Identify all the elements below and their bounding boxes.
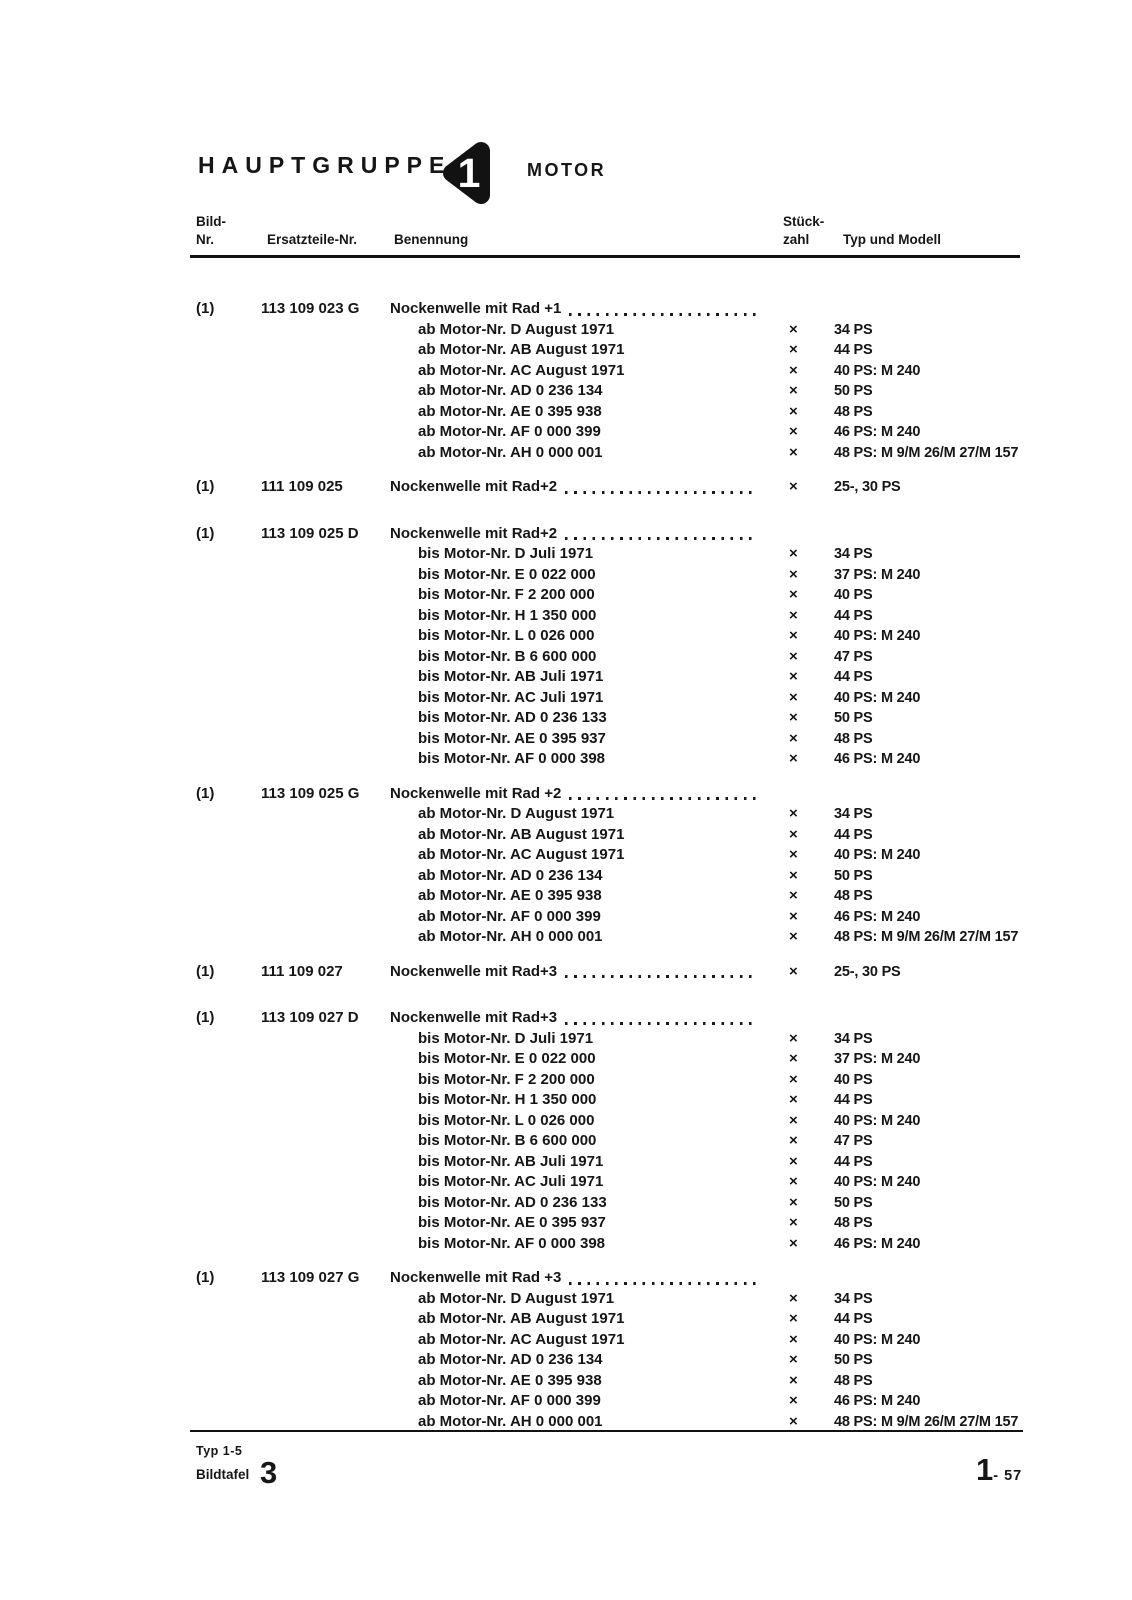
entry-sub-row xyxy=(190,845,1030,866)
bild-nr-cell: (1) xyxy=(196,1009,215,1026)
typ-modell-cell: 50 PS xyxy=(834,383,873,399)
motor-nr-text: ab Motor-Nr. AC August 1971 xyxy=(418,361,625,379)
typ-modell-cell: 25-, 30 PS xyxy=(834,963,901,980)
part-name-text: Nockenwelle mit Rad+2 xyxy=(390,524,558,542)
entry-sub-row xyxy=(190,825,1030,846)
typ-modell-cell: 50 PS xyxy=(834,1194,873,1211)
dotted-leader xyxy=(565,537,756,540)
typ-modell-cell: 48 PS xyxy=(834,730,873,747)
motor-nr-text: bis Motor-Nr. L 0 026 000 xyxy=(418,627,595,644)
stueckzahl-cell: × xyxy=(789,545,798,562)
typ-modell-cell: 44 PS xyxy=(834,1311,873,1327)
benennung-cell xyxy=(390,804,760,825)
motor-nr-text: bis Motor-Nr. AB Juli 1971 xyxy=(418,668,604,685)
entry-sub-row xyxy=(190,606,1030,627)
benennung-cell xyxy=(390,927,760,948)
typ-modell-cell: 34 PS xyxy=(834,321,873,338)
group-number-badge-icon xyxy=(438,136,494,210)
stueckzahl-cell: × xyxy=(789,382,798,399)
benennung-cell xyxy=(390,1029,760,1050)
motor-nr-text: bis Motor-Nr. AC Juli 1971 xyxy=(418,688,604,706)
part-name-text: Nockenwelle mit Rad+2 xyxy=(390,478,558,495)
motor-nr-text: bis Motor-Nr. H 1 350 000 xyxy=(418,606,597,624)
typ-modell-cell: 48 PS xyxy=(834,403,873,420)
stueckzahl-cell: × xyxy=(789,805,798,822)
entry-title-row xyxy=(190,524,1030,545)
column-header-typ-modell: Typ und Modell xyxy=(843,232,941,247)
typ-modell-cell: 40 PS xyxy=(834,1071,873,1088)
motor-nr-text: ab Motor-Nr. AE 0 395 938 xyxy=(418,1371,602,1389)
entry-sub-row xyxy=(190,1371,1030,1392)
motor-nr-text: bis Motor-Nr. AE 0 395 937 xyxy=(418,729,606,747)
stueckzahl-cell: × xyxy=(789,320,798,338)
benennung-cell xyxy=(390,647,760,668)
motor-nr-text: bis Motor-Nr. F 2 200 000 xyxy=(418,586,595,603)
benennung-cell xyxy=(390,544,760,565)
entry-block xyxy=(190,1268,1030,1432)
bild-nr-cell: (1) xyxy=(196,300,215,317)
typ-modell-cell: 44 PS xyxy=(834,826,873,843)
benennung-cell xyxy=(390,320,760,341)
entry-sub-row xyxy=(190,1193,1030,1214)
stueckzahl-cell: × xyxy=(789,1091,798,1108)
benennung-cell xyxy=(390,907,760,928)
stueckzahl-cell: × xyxy=(789,1214,798,1231)
motor-nr-text: ab Motor-Nr. AH 0 000 001 xyxy=(418,443,603,461)
typ-modell-cell: 40 PS: M 240 xyxy=(834,1174,921,1190)
stueckzahl-cell: × xyxy=(789,668,798,685)
motor-nr-text: bis Motor-Nr. L 0 026 000 xyxy=(418,1111,595,1129)
motor-nr-text: bis Motor-Nr. AF 0 000 398 xyxy=(418,1234,606,1252)
benennung-cell xyxy=(390,477,760,498)
typ-modell-cell: 34 PS xyxy=(834,1290,873,1307)
footer-plate-label: Bildtafel xyxy=(196,1467,250,1482)
typ-modell-cell: 34 PS xyxy=(834,1030,873,1047)
part-name-text: Nockenwelle mit Rad +2 xyxy=(390,784,562,802)
footer-page-group: 1 xyxy=(976,1452,994,1487)
typ-modell-cell: 40 PS: M 240 xyxy=(834,1331,921,1348)
entry-sub-row xyxy=(190,1350,1030,1371)
entry-sub-row xyxy=(190,886,1030,907)
stueckzahl-cell: × xyxy=(789,423,798,440)
motor-nr-text: ab Motor-Nr. AH 0 000 001 xyxy=(418,928,603,945)
stueckzahl-cell: × xyxy=(789,962,798,980)
bild-nr-cell: (1) xyxy=(196,784,215,802)
entry-sub-row xyxy=(190,1234,1030,1255)
entry-sub-row xyxy=(190,381,1030,402)
entry-sub-row xyxy=(190,361,1030,382)
stueckzahl-cell: × xyxy=(789,341,798,358)
benennung-cell xyxy=(390,443,760,464)
benennung-cell xyxy=(390,1213,760,1234)
entry-sub-row xyxy=(190,1172,1030,1193)
motor-nr-text: bis Motor-Nr. AD 0 236 133 xyxy=(418,709,607,726)
entry-title-row xyxy=(190,962,1030,983)
column-header-benennung: Benennung xyxy=(394,232,469,247)
entry-sub-row xyxy=(190,907,1030,928)
stueckzahl-cell: × xyxy=(789,586,798,603)
benennung-cell xyxy=(390,1412,760,1433)
entry-sub-row xyxy=(190,804,1030,825)
typ-modell-cell: 44 PS xyxy=(834,1092,873,1108)
benennung-cell xyxy=(390,1131,760,1152)
entry-block xyxy=(190,1008,1030,1254)
stueckzahl-cell: × xyxy=(789,1371,798,1389)
part-name-text: Nockenwelle mit Rad+3 xyxy=(390,962,558,980)
stueckzahl-cell: × xyxy=(789,1412,798,1430)
benennung-cell xyxy=(390,626,760,647)
entry-sub-row xyxy=(190,1049,1030,1070)
column-header-stueckzahl-line2: zahl xyxy=(783,232,810,247)
entry-sub-row xyxy=(190,565,1030,586)
stueckzahl-cell: × xyxy=(789,627,798,644)
part-number-cell: 113 109 027 D xyxy=(261,1009,359,1026)
benennung-cell xyxy=(390,886,760,907)
group-title: MOTOR xyxy=(527,160,607,180)
entry-sub-row xyxy=(190,866,1030,887)
motor-nr-text: ab Motor-Nr. AB August 1971 xyxy=(418,825,625,843)
column-header-part-number: Ersatzteile-Nr. xyxy=(267,232,358,247)
typ-modell-cell: 50 PS xyxy=(834,1352,873,1368)
motor-nr-text: ab Motor-Nr. D August 1971 xyxy=(418,320,615,338)
column-header-bild-line2: Nr. xyxy=(196,232,215,247)
motor-nr-text: bis Motor-Nr. AF 0 000 398 xyxy=(418,750,606,767)
column-header-stueckzahl-line1: Stück- xyxy=(783,214,825,229)
benennung-cell xyxy=(390,749,760,770)
typ-modell-cell: 48 PS: M 9/M 26/M 27/M 157 xyxy=(834,1413,1019,1430)
part-number-cell: 113 109 027 G xyxy=(261,1269,360,1286)
entry-title-row xyxy=(190,784,1030,805)
page-title: HAUPTGRUPPE xyxy=(198,152,452,178)
entry-sub-row xyxy=(190,340,1030,361)
benennung-cell xyxy=(390,1049,760,1070)
typ-modell-cell: 40 PS: M 240 xyxy=(834,628,921,644)
typ-modell-cell: 40 PS: M 240 xyxy=(834,689,921,706)
entry-sub-row xyxy=(190,585,1030,606)
benennung-cell xyxy=(390,825,760,846)
stueckzahl-cell: × xyxy=(789,887,798,904)
entry-sub-row xyxy=(190,1029,1030,1050)
entry-title-row xyxy=(190,1008,1030,1029)
benennung-cell xyxy=(390,361,760,382)
typ-modell-cell: 44 PS xyxy=(834,342,873,358)
entry-sub-row xyxy=(190,647,1030,668)
entry-title-row xyxy=(190,1268,1030,1289)
motor-nr-text: bis Motor-Nr. D Juli 1971 xyxy=(418,1029,594,1047)
benennung-cell xyxy=(390,1111,760,1132)
benennung-cell xyxy=(390,1193,760,1214)
stueckzahl-cell: × xyxy=(789,750,798,767)
motor-nr-text: bis Motor-Nr. F 2 200 000 xyxy=(418,1070,595,1088)
entry-sub-row xyxy=(190,749,1030,770)
bild-nr-cell: (1) xyxy=(196,478,215,495)
entry-block xyxy=(190,299,1030,463)
typ-modell-cell: 44 PS xyxy=(834,669,873,685)
benennung-cell xyxy=(390,729,760,750)
entry-title-row xyxy=(190,299,1030,320)
benennung-cell xyxy=(390,708,760,729)
motor-nr-text: ab Motor-Nr. AF 0 000 399 xyxy=(418,423,601,440)
motor-nr-text: ab Motor-Nr. AF 0 000 399 xyxy=(418,907,601,925)
entry-sub-row xyxy=(190,1412,1030,1433)
footer-page-number xyxy=(976,1452,1022,1488)
motor-nr-text: ab Motor-Nr. AB August 1971 xyxy=(418,341,625,358)
benennung-cell xyxy=(390,565,760,586)
part-number-cell: 111 109 025 xyxy=(261,478,343,495)
stueckzahl-cell: × xyxy=(789,928,798,945)
benennung-cell xyxy=(390,866,760,887)
parts-table xyxy=(190,299,1030,1446)
benennung-cell xyxy=(390,402,760,423)
motor-nr-text: bis Motor-Nr. D Juli 1971 xyxy=(418,545,594,562)
benennung-cell xyxy=(390,1008,760,1029)
entry-block xyxy=(190,784,1030,948)
benennung-cell xyxy=(390,1391,760,1412)
entry-sub-row xyxy=(190,1289,1030,1310)
entry-sub-row xyxy=(190,1131,1030,1152)
entry-sub-row xyxy=(190,626,1030,647)
entry-sub-row xyxy=(190,927,1030,948)
part-number-cell: 113 109 025 D xyxy=(261,524,359,542)
stueckzahl-cell: × xyxy=(789,1289,798,1307)
stueckzahl-cell: × xyxy=(789,729,798,747)
benennung-cell xyxy=(390,845,760,866)
column-header-bild-line1: Bild- xyxy=(196,214,226,229)
stueckzahl-cell: × xyxy=(789,1351,798,1368)
dotted-leader xyxy=(569,1282,756,1285)
benennung-cell xyxy=(390,340,760,361)
dotted-leader xyxy=(565,1022,756,1025)
stueckzahl-cell: × xyxy=(789,1310,798,1327)
motor-nr-text: ab Motor-Nr. AE 0 395 938 xyxy=(418,402,602,420)
typ-modell-cell: 44 PS xyxy=(834,607,873,624)
benennung-cell xyxy=(390,422,760,443)
header-rule xyxy=(190,255,1020,258)
stueckzahl-cell: × xyxy=(789,478,798,495)
footer-page-suffix: - 57 xyxy=(993,1468,1023,1484)
dotted-leader xyxy=(565,975,756,978)
benennung-cell xyxy=(390,784,760,805)
stueckzahl-cell: × xyxy=(789,1111,798,1129)
entry-block xyxy=(190,962,1030,983)
motor-nr-text: bis Motor-Nr. AB Juli 1971 xyxy=(418,1152,604,1170)
entry-sub-row xyxy=(190,422,1030,443)
typ-modell-cell: 48 PS xyxy=(834,1372,873,1389)
part-number-cell: 111 109 027 xyxy=(261,962,343,980)
typ-modell-cell: 25-, 30 PS xyxy=(834,479,901,495)
benennung-cell xyxy=(390,1309,760,1330)
typ-modell-cell: 40 PS: M 240 xyxy=(834,362,921,379)
motor-nr-text: ab Motor-Nr. AE 0 395 938 xyxy=(418,887,602,904)
benennung-cell xyxy=(390,524,760,545)
benennung-cell xyxy=(390,667,760,688)
benennung-cell xyxy=(390,962,760,983)
stueckzahl-cell: × xyxy=(789,402,798,420)
bild-nr-cell: (1) xyxy=(196,524,215,542)
stueckzahl-cell: × xyxy=(789,846,798,863)
stueckzahl-cell: × xyxy=(789,709,798,726)
entry-sub-row xyxy=(190,688,1030,709)
stueckzahl-cell: × xyxy=(789,1132,798,1149)
entry-sub-row xyxy=(190,729,1030,750)
typ-modell-cell: 34 PS xyxy=(834,546,873,562)
entry-sub-row xyxy=(190,1090,1030,1111)
motor-nr-text: ab Motor-Nr. AF 0 000 399 xyxy=(418,1392,601,1409)
motor-nr-text: bis Motor-Nr. B 6 600 000 xyxy=(418,647,597,665)
motor-nr-text: ab Motor-Nr. AD 0 236 134 xyxy=(418,1351,603,1368)
motor-nr-text: ab Motor-Nr. AC August 1971 xyxy=(418,846,625,863)
typ-modell-cell: 46 PS: M 240 xyxy=(834,908,921,925)
stueckzahl-cell: × xyxy=(789,907,798,925)
motor-nr-text: ab Motor-Nr. AC August 1971 xyxy=(418,1330,625,1348)
stueckzahl-cell: × xyxy=(789,565,798,583)
dotted-leader xyxy=(569,797,756,800)
stueckzahl-cell: × xyxy=(789,1173,798,1190)
entry-sub-row xyxy=(190,1309,1030,1330)
stueckzahl-cell: × xyxy=(789,1330,798,1348)
stueckzahl-cell: × xyxy=(789,1050,798,1067)
typ-modell-cell: 46 PS: M 240 xyxy=(834,751,921,767)
benennung-cell xyxy=(390,1289,760,1310)
typ-modell-cell: 47 PS xyxy=(834,648,873,665)
stueckzahl-cell: × xyxy=(789,1193,798,1211)
entry-sub-row xyxy=(190,320,1030,341)
benennung-cell xyxy=(390,1330,760,1351)
part-number-cell: 113 109 025 G xyxy=(261,784,360,802)
footer-plate-number: 3 xyxy=(260,1455,278,1490)
motor-nr-text: ab Motor-Nr. D August 1971 xyxy=(418,805,615,822)
motor-nr-text: ab Motor-Nr. AD 0 236 134 xyxy=(418,866,603,884)
benennung-cell xyxy=(390,585,760,606)
entry-sub-row xyxy=(190,402,1030,423)
stueckzahl-cell: × xyxy=(789,1392,798,1409)
motor-nr-text: bis Motor-Nr. AD 0 236 133 xyxy=(418,1193,607,1211)
typ-modell-cell: 44 PS xyxy=(834,1153,873,1170)
motor-nr-text: bis Motor-Nr. E 0 022 000 xyxy=(418,565,596,583)
typ-modell-cell: 46 PS: M 240 xyxy=(834,1393,921,1409)
stueckzahl-cell: × xyxy=(789,647,798,665)
benennung-cell xyxy=(390,381,760,402)
benennung-cell xyxy=(390,1350,760,1371)
footer-rule xyxy=(190,1430,1023,1432)
entry-sub-row xyxy=(190,708,1030,729)
stueckzahl-cell: × xyxy=(789,1152,798,1170)
typ-modell-cell: 46 PS: M 240 xyxy=(834,424,921,440)
entry-block xyxy=(190,477,1030,498)
typ-modell-cell: 46 PS: M 240 xyxy=(834,1235,921,1252)
entry-sub-row xyxy=(190,1213,1030,1234)
benennung-cell xyxy=(390,1371,760,1392)
typ-modell-cell: 48 PS xyxy=(834,1215,873,1231)
footer-type-range: Typ 1-5 xyxy=(196,1444,243,1458)
group-number: 1 xyxy=(457,150,481,196)
benennung-cell xyxy=(390,1090,760,1111)
entry-sub-row xyxy=(190,544,1030,565)
entry-sub-row xyxy=(190,667,1030,688)
entry-sub-row xyxy=(190,1070,1030,1091)
dotted-leader xyxy=(569,313,756,316)
typ-modell-cell: 50 PS xyxy=(834,867,873,884)
stueckzahl-cell: × xyxy=(789,1029,798,1047)
entry-sub-row xyxy=(190,1152,1030,1173)
entry-sub-row xyxy=(190,1111,1030,1132)
stueckzahl-cell: × xyxy=(789,443,798,461)
benennung-cell xyxy=(390,606,760,627)
stueckzahl-cell: × xyxy=(789,361,798,379)
typ-modell-cell: 48 PS: M 9/M 26/M 27/M 157 xyxy=(834,444,1019,461)
stueckzahl-cell: × xyxy=(789,688,798,706)
motor-nr-text: bis Motor-Nr. AE 0 395 937 xyxy=(418,1214,606,1231)
benennung-cell xyxy=(390,1234,760,1255)
motor-nr-text: bis Motor-Nr. E 0 022 000 xyxy=(418,1050,596,1067)
stueckzahl-cell: × xyxy=(789,1234,798,1252)
part-name-text: Nockenwelle mit Rad +3 xyxy=(390,1269,562,1286)
typ-modell-cell: 40 PS xyxy=(834,587,873,603)
typ-modell-cell: 47 PS xyxy=(834,1133,873,1149)
typ-modell-cell: 48 PS: M 9/M 26/M 27/M 157 xyxy=(834,929,1019,945)
benennung-cell xyxy=(390,1268,760,1289)
motor-nr-text: bis Motor-Nr. AC Juli 1971 xyxy=(418,1173,604,1190)
typ-modell-cell: 37 PS: M 240 xyxy=(834,1051,921,1067)
benennung-cell xyxy=(390,1152,760,1173)
benennung-cell xyxy=(390,688,760,709)
bild-nr-cell: (1) xyxy=(196,1269,215,1286)
entry-sub-row xyxy=(190,443,1030,464)
stueckzahl-cell: × xyxy=(789,606,798,624)
typ-modell-cell: 34 PS xyxy=(834,806,873,822)
entry-sub-row xyxy=(190,1391,1030,1412)
motor-nr-text: bis Motor-Nr. H 1 350 000 xyxy=(418,1091,597,1108)
entry-block xyxy=(190,524,1030,770)
part-number-cell: 113 109 023 G xyxy=(261,300,360,317)
motor-nr-text: ab Motor-Nr. AB August 1971 xyxy=(418,1310,625,1327)
typ-modell-cell: 50 PS xyxy=(834,710,873,726)
typ-modell-cell: 40 PS: M 240 xyxy=(834,1112,921,1129)
benennung-cell xyxy=(390,1172,760,1193)
dotted-leader xyxy=(565,491,756,494)
benennung-cell xyxy=(390,1070,760,1091)
typ-modell-cell: 40 PS: M 240 xyxy=(834,847,921,863)
part-name-text: Nockenwelle mit Rad+3 xyxy=(390,1009,558,1026)
typ-modell-cell: 37 PS: M 240 xyxy=(834,566,921,583)
entry-title-row xyxy=(190,477,1030,498)
motor-nr-text: bis Motor-Nr. B 6 600 000 xyxy=(418,1132,597,1149)
stueckzahl-cell: × xyxy=(789,1070,798,1088)
benennung-cell xyxy=(390,299,760,320)
part-name-text: Nockenwelle mit Rad +1 xyxy=(390,300,562,317)
motor-nr-text: ab Motor-Nr. AH 0 000 001 xyxy=(418,1412,603,1430)
bild-nr-cell: (1) xyxy=(196,962,215,980)
stueckzahl-cell: × xyxy=(789,825,798,843)
stueckzahl-cell: × xyxy=(789,866,798,884)
motor-nr-text: ab Motor-Nr. D August 1971 xyxy=(418,1289,615,1307)
motor-nr-text: ab Motor-Nr. AD 0 236 134 xyxy=(418,382,603,399)
entry-sub-row xyxy=(190,1330,1030,1351)
typ-modell-cell: 48 PS xyxy=(834,888,873,904)
